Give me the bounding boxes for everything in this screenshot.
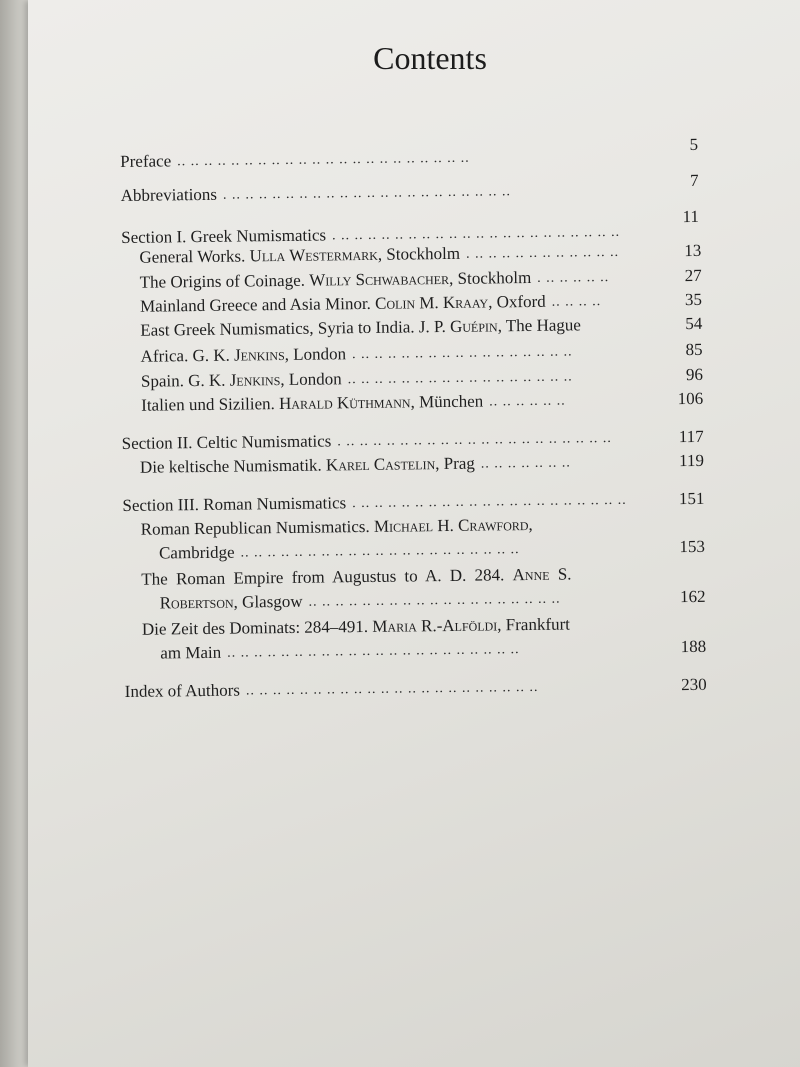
entry-title: Preface	[120, 151, 172, 171]
entry-title: Section I. Greek Numismatics	[121, 225, 327, 247]
entry-place: , Glasgow	[233, 591, 303, 612]
entry-page: 96	[685, 364, 703, 385]
entry-author: Colin M. Kraay	[374, 292, 489, 313]
entry-page: 151	[678, 488, 705, 509]
leader-dots: .. .. .. ..	[551, 294, 602, 310]
entry-page: 188	[680, 636, 707, 657]
entry-author: Maria R.-Alföldi	[372, 615, 498, 636]
entry-author: Ulla Westermark	[249, 244, 378, 266]
entry-author: Karel Castelin	[325, 454, 436, 475]
leader-dots: . .. .. .. .. ..	[537, 270, 610, 286]
entry-title: Africa.	[140, 346, 189, 366]
entry-place: , Oxford	[488, 291, 546, 312]
leader-dots: .. .. .. .. .. .. .. .. .. .. .. .. .. .. .. .. .. .. .. .. .. ..	[245, 679, 539, 699]
entry-title: The Roman Empire from Augustus to A. D. 284.	[141, 565, 505, 589]
leader-dots: .. .. .. .. .. .. .. .. .. .. .. .. .. .. .. .. .. .. .. .. .. ..	[177, 150, 470, 170]
leader-dots: .. .. .. .. .. .. .. .. .. .. .. .. .. .. .. .. .. .. .. .. .. ..	[227, 642, 520, 661]
entry-page: 11	[682, 206, 700, 227]
leader-dots: .. .. .. .. .. .. ..	[480, 455, 571, 472]
entry-title: Italien und Sizilien.	[141, 394, 275, 415]
toc-page-number	[658, 171, 698, 191]
entry-place: , Stockholm	[448, 267, 532, 288]
entry-page: 27	[684, 265, 702, 286]
entry-author: Harald Küthmann	[278, 392, 411, 414]
entry-title: Cambridge	[158, 542, 235, 563]
entry-page: 85	[685, 339, 703, 360]
entry-place: , Frankfurt	[497, 614, 571, 635]
page-title: Contents	[373, 40, 487, 76]
toc-page-number	[658, 135, 698, 155]
leader-dots: . .. .. .. .. .. .. .. .. .. .. .. .. .. .. .. ..	[352, 344, 573, 363]
entry-page: 13	[684, 240, 702, 261]
entry-title: Die Zeit des Dominats: 284–491.	[141, 616, 369, 639]
entry-author: G. K. Jenkins	[188, 370, 281, 391]
entry-title: East Greek Numismatics, Syria to India.	[140, 317, 415, 340]
leader-dots: . .. .. .. .. .. .. .. .. .. .. .. .. .. .. .. .. .. .. .. ..	[337, 430, 612, 450]
entry-place: , Stockholm	[377, 243, 461, 264]
entry-place: ,	[528, 514, 533, 535]
entry-place: , München	[410, 391, 484, 412]
entry-author: Michael H. Crawford	[373, 515, 529, 536]
entry-author: Willy Schwabacher	[309, 268, 450, 290]
leader-dots: .. .. .. .. .. .. .. .. .. .. .. .. .. .. .. .. .. .. ..	[308, 591, 561, 610]
entry-title: Index of Authors	[124, 680, 241, 701]
leader-dots: . .. .. .. .. .. .. .. .. .. .. .. .. .. .. .. .. .. .. .. .. ..	[222, 184, 512, 203]
entry-title: The Origins of Coinage.	[139, 270, 306, 292]
entry-title: Section II. Celtic Numismatics	[121, 431, 332, 453]
entry-title: General Works.	[139, 246, 246, 267]
entry-title: Spain.	[140, 371, 185, 391]
entry-place: , London	[284, 344, 347, 364]
entry-page: 153	[679, 536, 706, 557]
page-edge	[0, 0, 28, 1067]
entry-page: 7	[689, 170, 699, 191]
entry-author: Anne S.	[512, 564, 572, 585]
entry-page: 35	[684, 289, 703, 310]
leader-dots: .. .. .. .. .. .. .. .. .. .. .. .. .. .. .. .. ..	[347, 369, 573, 388]
entry-place: , The Hague	[497, 315, 581, 336]
entry-page: 106	[677, 388, 704, 409]
leader-dots: . .. .. .. .. .. .. .. .. .. .. .. .. .. .. .. .. .. .. .. ..	[352, 492, 627, 512]
entry-title: Section III. Roman Numismatics	[122, 493, 347, 515]
entry-title: Mainland Greece and Asia Minor.	[139, 293, 371, 316]
entry-page: 117	[678, 426, 704, 447]
entry-page: 54	[685, 313, 703, 334]
entry-title: Die keltische Numismatik.	[139, 455, 322, 477]
entry-page: 119	[678, 450, 705, 471]
entry-page: 230	[681, 674, 707, 695]
leader-dots: . .. .. .. .. .. .. .. .. .. .. .. .. .. .. .. .. .. .. .. .. ..	[331, 224, 621, 244]
entry-author: G. K. Jenkins	[192, 344, 285, 366]
toc-page-number	[659, 207, 699, 227]
entry-page: 162	[679, 586, 706, 607]
leader-dots: . .. .. .. .. .. .. .. .. .. .. ..	[465, 244, 620, 262]
leader-dots: .. .. .. .. .. .. .. .. .. .. .. .. .. .. .. .. .. .. .. .. ..	[240, 542, 520, 561]
entry-page: 5	[689, 134, 699, 155]
entry-author: Robertson	[159, 592, 234, 613]
entry-title: Roman Republican Numismatics.	[140, 516, 370, 539]
entry-title: Abbreviations	[120, 184, 218, 205]
entry-author: J. P. Guépin	[418, 316, 498, 337]
entry-place: , Prag	[435, 453, 475, 474]
entry-place: , London	[280, 369, 342, 390]
leader-dots: .. .. .. .. .. ..	[489, 393, 566, 410]
entry-title: am Main	[160, 642, 222, 663]
